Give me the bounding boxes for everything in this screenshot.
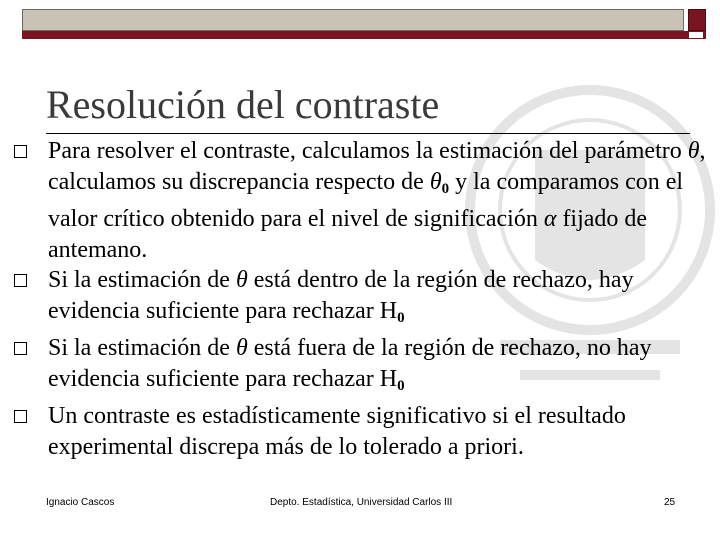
top-accent-bar <box>22 31 706 39</box>
bullet-text: Para resolver el contraste, calculamos la estimación del parámetro <box>48 138 688 164</box>
bullet-text: fijado de antemano. <box>48 206 648 263</box>
subscript: 0 <box>397 377 405 394</box>
theta-symbol: θ <box>235 335 248 361</box>
footer-author: Ignacio Cascos <box>46 497 115 508</box>
bullet-item <box>14 401 714 462</box>
bullet-item <box>14 265 714 333</box>
square-bullet-icon <box>14 274 27 287</box>
bullet-text: está fuera de la región de rechazo, no hay evidencia suficiente para rechazar H <box>48 335 652 392</box>
bullet-item <box>14 136 714 265</box>
square-bullet-icon <box>14 145 27 158</box>
square-bullet-icon <box>14 410 27 423</box>
top-band <box>22 9 684 31</box>
bullet-list <box>14 136 714 462</box>
bullet-text: Si la estimación de <box>48 335 236 361</box>
subscript: 0 <box>441 180 450 197</box>
title-divider <box>46 133 690 134</box>
footer-department: Depto. Estadística, Universidad Carlos III <box>270 497 453 508</box>
theta-symbol: θ <box>687 138 700 164</box>
page-number: 25 <box>664 497 676 508</box>
bullet-text: Un contraste es estadísticamente significativo si el resultado experimental discrepa más de lo tolerado a priori. <box>48 403 626 460</box>
slide-title: Resolución del contraste <box>46 82 440 127</box>
bullet-text: Si la estimación de <box>48 267 236 293</box>
theta-symbol: θ <box>429 168 442 195</box>
bullet-text: , calculamos su discrepancia respecto de <box>48 138 706 195</box>
alpha-symbol: α <box>543 206 557 232</box>
bullet-text: y la comparamos con el valor crítico obtenido para el nivel de significación <box>48 168 684 232</box>
theta-symbol: θ <box>235 267 248 293</box>
square-bullet-icon <box>14 342 27 355</box>
bullet-text: está dentro de la región de rechazo, hay evidencia suficiente para rechazar H <box>48 267 634 324</box>
subscript: 0 <box>397 309 405 326</box>
top-corner-box-outline <box>688 31 704 39</box>
top-corner-box <box>688 9 706 31</box>
bullet-item <box>14 333 714 401</box>
